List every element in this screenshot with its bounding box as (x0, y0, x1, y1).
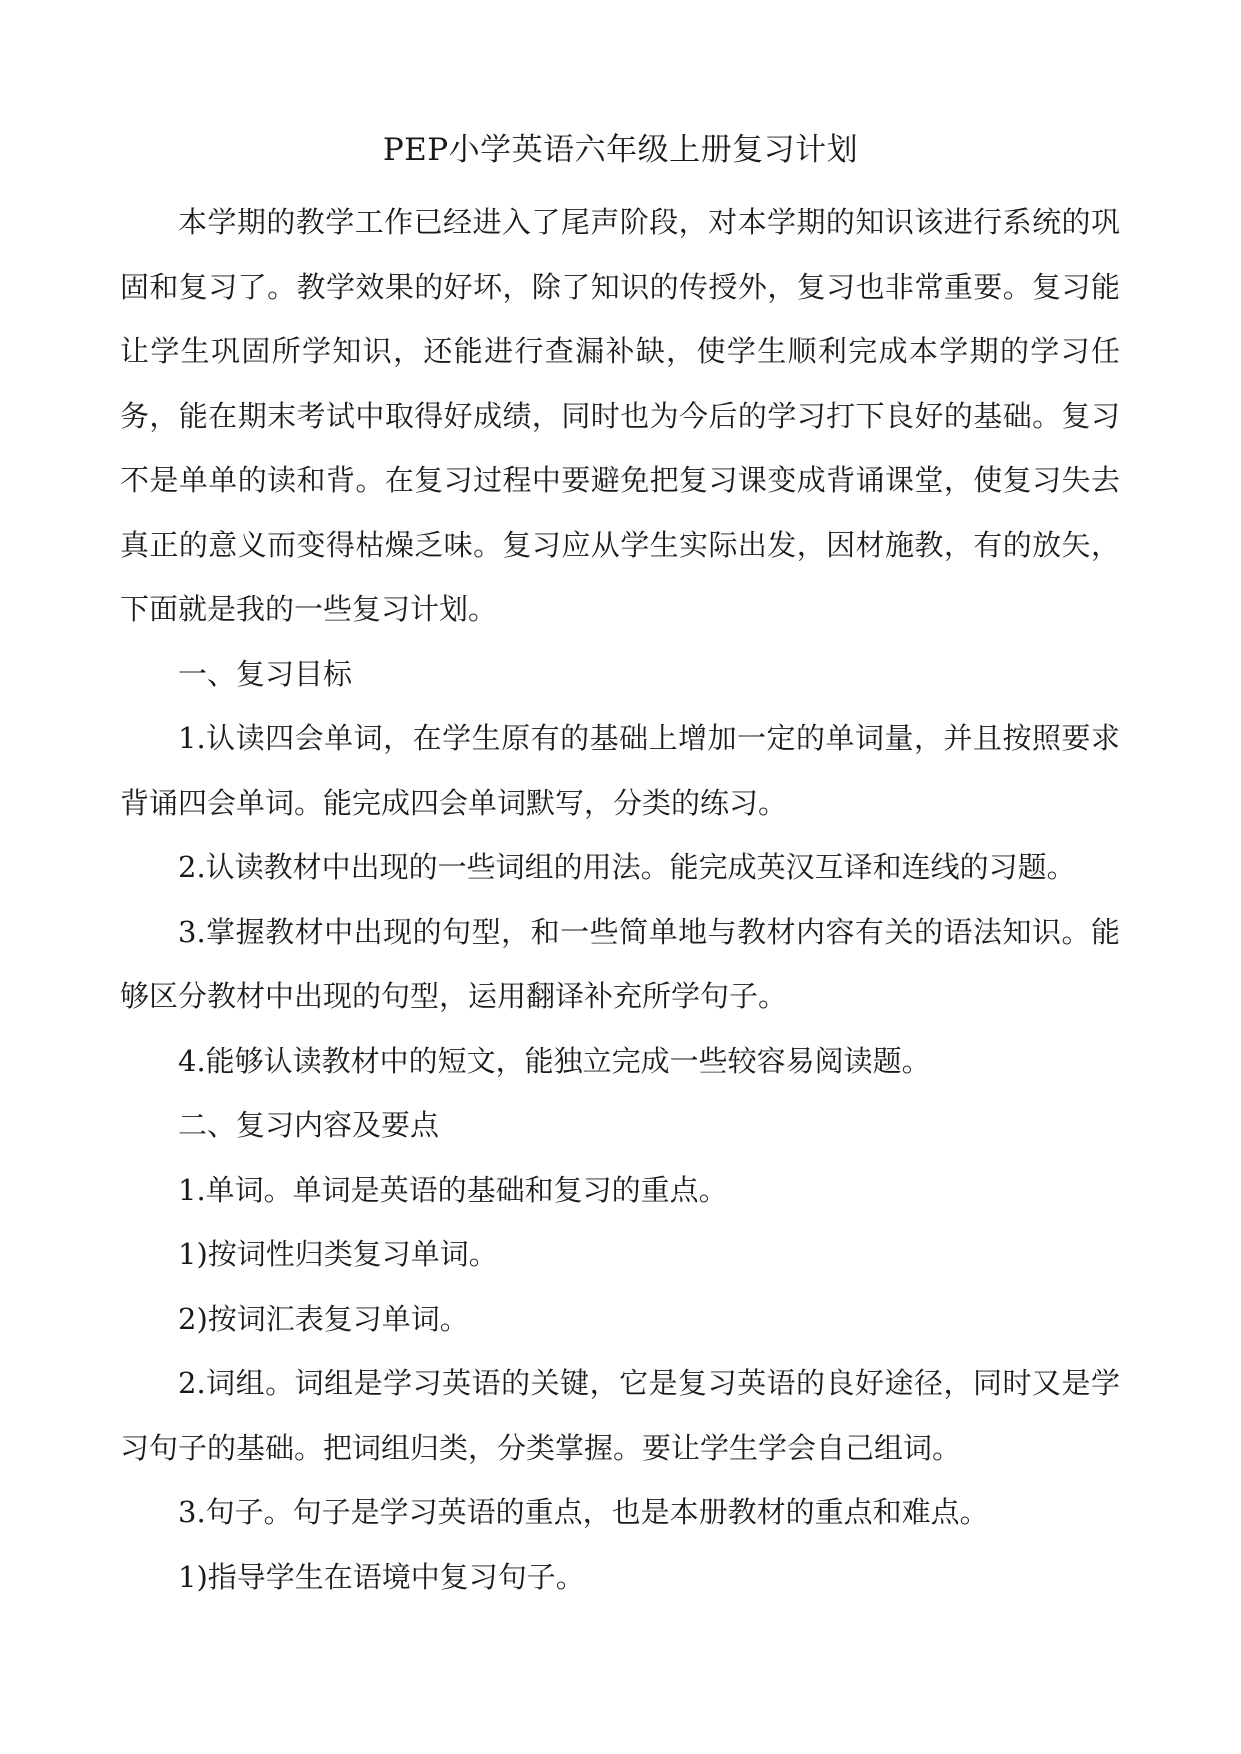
content-item-sentences: 3.句子。句子是学习英语的重点，也是本册教材的重点和难点。 (178, 1495, 989, 1529)
goal-item-1: 1.认读四会单词，在学生原有的基础上增加一定的单词量，并且按照要求背诵四会单词。能完成四会单词默写，分类的练习。 (120, 721, 1120, 820)
intro-paragraph: 本学期的教学工作已经进入了尾声阶段，对本学期的知识该进行系统的巩固和复习了。教学效果的好坏，除了知识的传授外，复习也非常重要。复习能让学生巩固所学知识，还能进行查漏补缺，使学生顺利完成本学期的学习任务，能在期末考试中取得好成绩，同时也为今后的学习打下良好的基础。复习不是单单的读和背。在复习过程中要避免把复习课变成背诵课堂，使复习失去真正的意义而变得枯燥乏味。复习应从学生实际出发，因材施教，有的放矢，下面就是我的一些复习计划。 (120, 205, 1120, 626)
goal-item-3: 3.掌握教材中出现的句型，和一些简单地与教材内容有关的语法知识。能够区分教材中出现的句型，运用翻译补充所学句子。 (120, 914, 1120, 1013)
document-body (120, 190, 1120, 1609)
goal-item-2: 2.认读教材中出现的一些词组的用法。能完成英汉互译和连线的习题。 (178, 850, 1076, 884)
document-title: PEP小学英语六年级上册复习计划 (382, 132, 859, 168)
goal-item-4: 4.能够认读教材中的短文，能独立完成一些较容易阅读题。 (178, 1043, 931, 1078)
content-item-phrases: 2.词组。词组是学习英语的关键，它是复习英语的良好途径，同时又是学习句子的基础。把词组归类，分类掌握。要让学生学会自己组词。 (120, 1366, 1120, 1465)
content-subitem-1: 1)按词性归类复习单词。 (178, 1237, 498, 1271)
section-heading-content: 二、复习内容及要点 (178, 1108, 440, 1142)
section-heading-goals: 一、复习目标 (178, 656, 353, 691)
content-subitem-3: 1)指导学生在语境中复习句子。 (178, 1559, 585, 1594)
content-item-words: 1.单词。单词是英语的基础和复习的重点。 (178, 1172, 728, 1207)
content-subitem-2: 2)按词汇表复习单词。 (178, 1301, 469, 1336)
